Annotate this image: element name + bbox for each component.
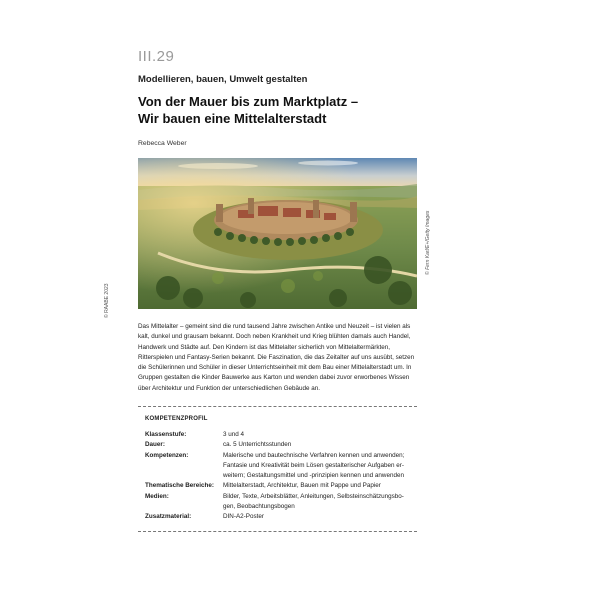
profile-bottom-rule bbox=[138, 531, 417, 532]
title-line-1: Von der Mauer bis zum Marktplatz – bbox=[138, 94, 359, 109]
author: Rebecca Weber bbox=[138, 140, 187, 147]
profile-value bbox=[223, 492, 417, 513]
profile-key: Kompetenzen: bbox=[145, 451, 189, 459]
profile-value-line: DIN-A2-Poster bbox=[223, 513, 264, 521]
aerial-town-photo bbox=[138, 158, 417, 309]
profile-heading: KOMPETENZPROFIL bbox=[145, 416, 208, 422]
profile-row-grade bbox=[145, 430, 417, 440]
profile-value-line: 3 und 4 bbox=[223, 431, 245, 438]
page-title bbox=[138, 93, 458, 127]
profile-value bbox=[223, 481, 417, 491]
profile-top-rule bbox=[138, 406, 417, 407]
profile-value-line: ca. 5 Unterrichtsstunden bbox=[223, 441, 292, 449]
photo-credit: © Fern Karl/E+/Getty Images bbox=[425, 210, 431, 275]
profile-key: Medien: bbox=[145, 492, 169, 500]
profile-row-media bbox=[145, 492, 417, 513]
profile-key: Dauer: bbox=[145, 441, 165, 449]
profile-value bbox=[223, 451, 417, 482]
title-line-2: Wir bauen eine Mittelalterstadt bbox=[138, 111, 327, 126]
intro-paragraph: Das Mittelalter – gemeint sind die rund tausend Jahre zwischen Antike und Neuzeit – ist vielen als kalt, dunkel und grausam bekannt. Doch neben Krankheit und Krieg blühten damals auch Handel, Handwerk und Städte auf. Den Kindern ist das Mittelalter sicherlich von Mittelaltermärkten, Ritterspielen und Fantasy-Serien bekannt. Die Faszination, die das Zeitalter auf uns ausübt, setzen die Schülerinnen und Schüler in dieser Unterrichtseinheit mit dem Bau einer Mittelalterstadt um. In Gruppen gestalten die Kinder Bauwerke aus Karton und wenden dabei zuvor erworbenes Wissen über Architektur und Funktion der unterschiedlichen Gebäude an. bbox=[138, 323, 415, 392]
copyright-note: © RAABE 2023 bbox=[104, 283, 110, 318]
profile-value bbox=[223, 512, 417, 522]
competence-profile bbox=[145, 430, 417, 523]
unit-number: III.29 bbox=[138, 48, 175, 65]
profile-row-competences bbox=[145, 451, 417, 482]
profile-key: Thematische Bereiche: bbox=[145, 482, 214, 490]
profile-row-themes bbox=[145, 481, 417, 491]
profile-key: Klassenstufe: bbox=[145, 431, 187, 438]
profile-value bbox=[223, 440, 417, 450]
profile-value-line: Mittelalterstadt, Architektur, Bauen mit Pappe und Papier bbox=[223, 482, 381, 490]
profile-value-line: Bilder, Texte, Arbeitsblätter, Anleitungen, Selbsteinschätzungsbo- bbox=[223, 492, 404, 500]
profile-value-line: Fantasie und Kreativität beim Lösen gestalterischer Aufgaben er- bbox=[223, 461, 404, 469]
profile-value-line: weitern; Gestaltungsmittel und -prinzipien kennen und anwenden bbox=[223, 472, 404, 480]
profile-row-extra-material bbox=[145, 512, 417, 522]
profile-value-line: Malerische und bautechnische Verfahren kennen und anwenden; bbox=[223, 451, 405, 459]
section-kicker: Modellieren, bauen, Umwelt gestalten bbox=[138, 74, 308, 85]
profile-key: Zusatzmaterial: bbox=[145, 513, 192, 521]
profile-value-line: gen, Beobachtungsbogen bbox=[223, 503, 295, 511]
profile-value bbox=[223, 430, 417, 440]
profile-row-duration bbox=[145, 440, 417, 450]
photo-illustration bbox=[138, 158, 417, 309]
